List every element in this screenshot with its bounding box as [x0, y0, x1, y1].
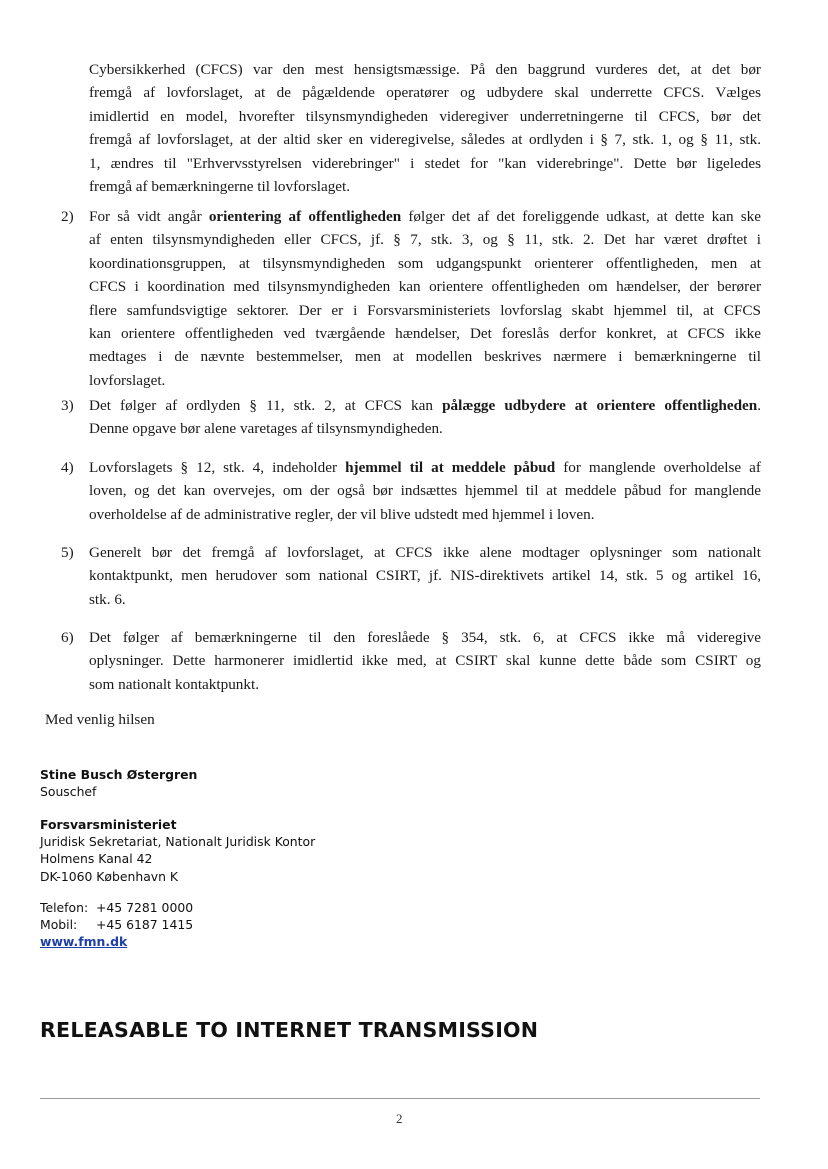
item-text — [89, 456, 761, 526]
intro-paragraph — [89, 58, 761, 198]
text-segment: for manglende overholdelse af — [555, 459, 761, 476]
text-segment: Det følger af bemærkningerne til den foreslåede § 354, stk. 6, at CFCS ikke må videregive — [89, 629, 761, 646]
text-segment: . — [757, 397, 761, 414]
text-segment: For så vidt angår — [89, 208, 209, 225]
text-segment: Denne opgave bør alene varetages af tilsynsmyndigheden. — [89, 420, 443, 438]
text-line: 1, ændres til "Erhvervsstyrelsen viderebringer" i stedet for "kan viderebringe". Dette bør ligeledes — [89, 154, 761, 172]
item-number: 6) — [61, 629, 74, 646]
text-line: imidlertid en model, hvorefter tilsynsmyndigheden videregiver underretningerne til CFCS, bør det — [89, 107, 761, 125]
text-segment: medtages i de nævnte bestemmelser, men at modellen beskrives nærmere i bemærkningerne til — [89, 348, 761, 366]
address-block — [40, 816, 315, 885]
text-line — [89, 456, 761, 479]
text-line: fremgå af lovforslaget, at der altid sker en videregivelse, således at ordlyden i § 7, stk. 1, og § 11, stk. — [89, 131, 761, 149]
item-text — [89, 394, 761, 441]
text-line — [89, 228, 761, 251]
page-number: 2 — [396, 1111, 403, 1126]
list-item — [61, 394, 761, 441]
emphasis-text: orientering af offentligheden — [208, 208, 402, 225]
signer-title: Souschef — [40, 784, 97, 800]
phone-label: Telefon: — [40, 900, 89, 915]
text-segment: oplysninger. Dette harmonerer imidlertid ikke med, at CSIRT skal kunne dette både som CSIRT og — [89, 652, 761, 670]
phone-number: +45 7281 0000 — [96, 900, 194, 915]
text-segment: lovforslaget. — [89, 371, 166, 389]
list-item — [61, 541, 761, 611]
text-line — [89, 673, 761, 696]
emphasis-text: pålægge udbydere at orientere offentligheden — [442, 397, 758, 414]
item-number: 4) — [61, 459, 74, 476]
text-segment: kan orientere offentligheden ved tværgående hændelser, Det foreslås derfor konkret, at CFCS ikke — [89, 325, 761, 343]
text-line — [89, 369, 761, 392]
text-segment: kontaktpunkt, men herudover som national CSIRT, jf. NIS-direktivets artikel 14, stk. 5 og artikel 16, — [89, 567, 761, 585]
closing-greeting: Med venlig hilsen — [45, 711, 155, 728]
text-line — [89, 479, 761, 502]
text-line — [89, 541, 761, 564]
text-segment: CFCS i koordination med tilsynsmyndigheden kan orientere offentligheden om hændelser, der berører — [89, 278, 761, 296]
item-text — [89, 626, 761, 696]
text-line — [89, 649, 761, 672]
item-text — [89, 205, 761, 392]
list-item — [61, 205, 761, 392]
text-line — [89, 345, 761, 368]
text-segment: stk. 6. — [89, 590, 126, 608]
text-line — [89, 626, 761, 649]
text-line — [89, 564, 761, 587]
text-segment: loven, og det kan overvejes, om der også bør indsættes hjemmel til at meddele påbud for manglende — [89, 482, 761, 500]
text-segment: følger det af det foreliggende udkast, at dette kan ske — [401, 208, 761, 225]
text-line — [89, 503, 761, 526]
text-line — [89, 322, 761, 345]
text-segment: af enten tilsynsmyndigheden eller CFCS, jf. § 7, stk. 3, og § 11, stk. 2. Det har været drøftet i — [89, 231, 761, 249]
item-text — [89, 541, 761, 611]
text-segment: Det følger af ordlyden § 11, stk. 2, at CFCS kan — [89, 397, 443, 414]
mobile-label: Mobil: — [40, 917, 78, 933]
text-segment: Lovforslagets § 12, stk. 4, indeholder — [89, 459, 346, 476]
footer-divider — [40, 1098, 760, 1099]
item-number: 3) — [61, 397, 74, 414]
text-line — [89, 205, 761, 228]
organization-name: Forsvarsministeriet — [40, 817, 177, 832]
website-link[interactable]: www.fmn.dk — [40, 934, 128, 950]
mobile-number: +45 6187 1415 — [96, 917, 194, 933]
text-segment: Generelt bør det fremgå af lovforslaget, at CFCS ikke alene modtager oplysninger som nationalt — [89, 544, 761, 561]
text-segment: overholdelse af de administrative regler, der vil blive udstedt med hjemmel i loven. — [89, 505, 595, 523]
text-line — [89, 275, 761, 298]
text-line — [89, 588, 761, 611]
text-segment: som nationalt kontaktpunkt. — [89, 675, 259, 693]
text-line — [89, 394, 761, 417]
item-number: 5) — [61, 544, 74, 561]
text-segment: koordinationsgruppen, at tilsynsmyndigheden som udgangspunkt orienterer offentligheden, men at — [89, 254, 761, 272]
release-notice: RELEASABLE TO INTERNET TRANSMISSION — [40, 1018, 539, 1042]
list-item — [61, 456, 761, 526]
text-line — [89, 417, 761, 440]
text-line: fremgå af bemærkningerne til lovforslaget. — [89, 178, 351, 196]
signer-name: Stine Busch Østergren — [40, 767, 198, 782]
text-line — [89, 299, 761, 322]
list-item — [61, 626, 761, 696]
department: Juridisk Sekretariat, Nationalt Juridisk Kontor — [40, 834, 316, 850]
contact-block — [40, 899, 193, 951]
item-number: 2) — [61, 208, 74, 225]
emphasis-text: hjemmel til at meddele påbud — [345, 459, 556, 476]
text-line — [89, 252, 761, 275]
city-address: DK-1060 København K — [40, 868, 179, 884]
signature-block — [40, 766, 197, 800]
text-line: Cybersikkerhed (CFCS) var den mest hensigtsmæssige. På den baggrund vurderes det, at det bør — [89, 61, 761, 78]
text-segment: flere samfundsvigtige sektorer. Der er i Forsvarsministeriets lovforslag skabt hjemmel til, at CFCS — [89, 301, 761, 319]
street-address: Holmens Kanal 42 — [40, 851, 153, 867]
text-line: fremgå af lovforslaget, at de pågældende operatører og udbydere skal underrette CFCS. Vælges — [89, 84, 761, 102]
